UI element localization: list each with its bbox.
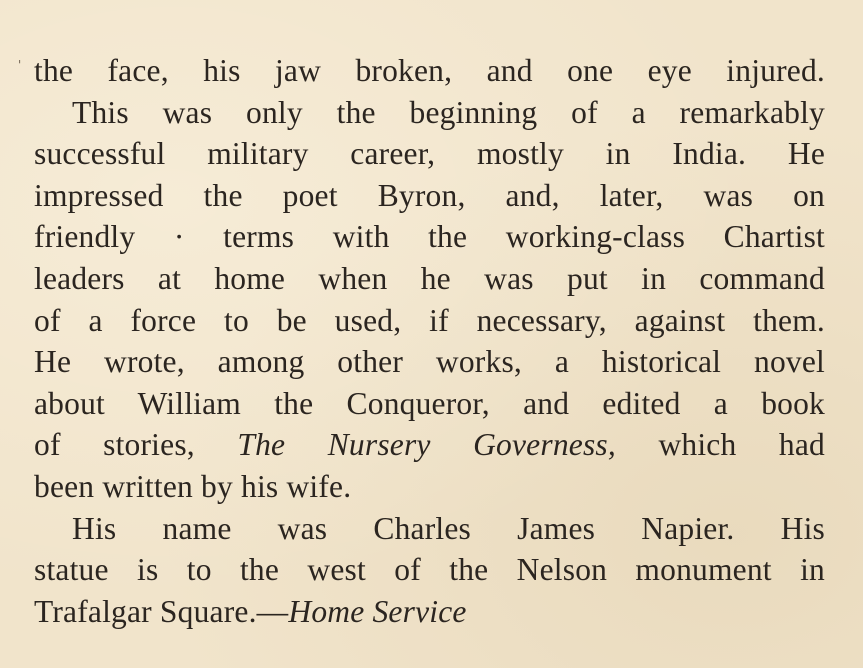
text-line: about William the Conqueror, and edited a book <box>34 385 825 421</box>
text-line: been written by his wife. <box>34 468 352 504</box>
margin-mark: ' <box>18 58 22 72</box>
text-line: His name was Charles James Napier. His <box>72 510 825 546</box>
book-title: The Nursery Governess, <box>237 427 616 463</box>
text-line: He wrote, among other works, a historical novel <box>34 344 825 380</box>
text-line <box>34 591 825 633</box>
text-line <box>34 424 825 466</box>
text-segment: which had <box>615 427 826 463</box>
text-line: This was only the beginning of a remarkably <box>72 94 825 130</box>
text-line: leaders at home when he was put in command <box>34 260 825 296</box>
text-line: of a force to be used, if necessary, against them. <box>34 302 825 338</box>
source-credit: Home Service <box>288 593 467 629</box>
text-line: successful military career, mostly in India. He <box>34 136 825 172</box>
text-line: statue is to the west of the Nelson monument in <box>34 552 825 588</box>
article-text <box>34 50 825 632</box>
text-line: friendly · terms with the working-class Chartist <box>34 219 825 255</box>
text-line: impressed the poet Byron, and, later, was on <box>34 177 825 213</box>
text-segment: Trafalgar Square.— <box>34 593 289 629</box>
text-segment: of stories, <box>34 427 238 463</box>
text-line: the face, his jaw broken, and one eye injured. <box>34 53 825 88</box>
